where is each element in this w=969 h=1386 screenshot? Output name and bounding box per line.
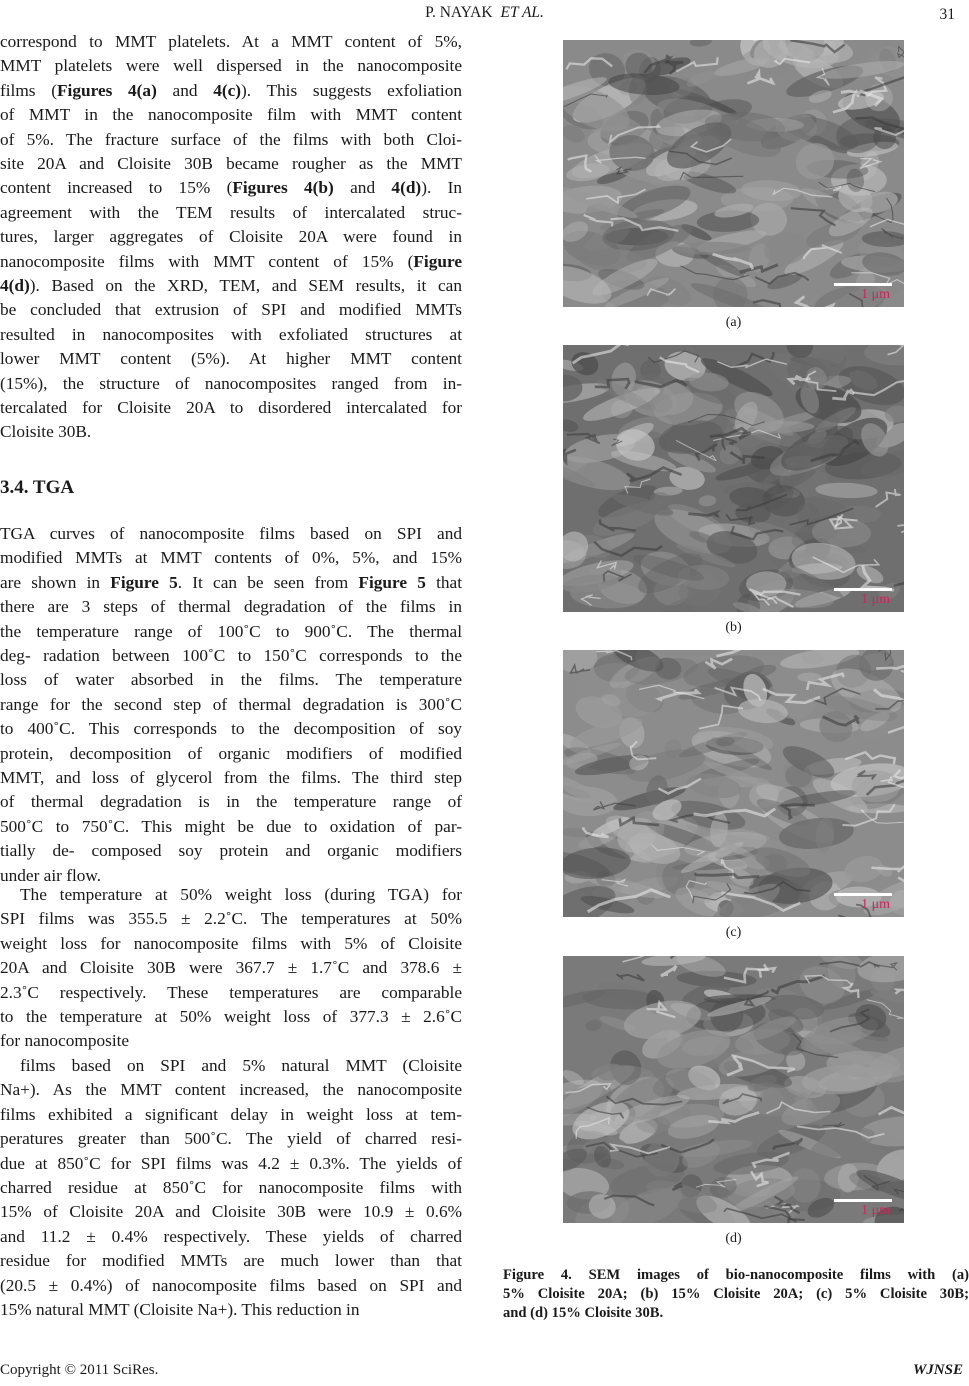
text-line: agreement with the TEM results of intercalated struc- <box>0 202 462 222</box>
text-line: TGA curves of nanocomposite films based on SPI and <box>0 524 462 543</box>
figure-reference: Figure 5 <box>110 572 178 592</box>
page-number: 31 <box>939 6 955 23</box>
text-line: site 20A and Cloisite 30B became rougher as the MMT <box>0 154 462 173</box>
text-line <box>0 250 462 274</box>
sem-image-panel <box>563 345 904 612</box>
text-run: and <box>156 80 214 100</box>
panel-label: (c) <box>725 925 742 940</box>
scale-bar <box>834 283 892 286</box>
text-line: correspond to MMT platelets. At a MMT content of 5%, <box>0 32 462 51</box>
text-line: for nanocomposite <box>0 1031 130 1051</box>
figure-reference: 4(d) <box>391 178 422 198</box>
scale-bar <box>834 1199 892 1202</box>
text-line: modified MMTs at MMT contents of 0%, 5%, and 15% <box>0 548 462 568</box>
text-line: 2.3˚C respectively. These temperatures are comparable <box>0 982 462 1002</box>
text-line: charred residue at 850˚C for nanocomposite films with <box>0 1178 462 1197</box>
caption-line: Figure 4. SEM images of bio-nanocomposite films with (a) <box>503 1267 969 1283</box>
text-line <box>0 79 462 103</box>
text-line: 15% natural MMT (Cloisite Na+). This reduction in <box>0 1300 360 1319</box>
text-run: are shown in <box>0 572 111 592</box>
figure-reference: Figures 4(a) <box>56 80 157 100</box>
text-line: (20.5 ± 0.4%) of nanocomposite films based on SPI and <box>0 1275 462 1295</box>
text-line: protein, decomposition of organic modifiers of modified <box>0 743 462 763</box>
text-run: films ( <box>0 80 57 100</box>
text-line: Na+). As the MMT content increased, the nanocomposite <box>0 1080 462 1100</box>
text-line: MMT, and loss of glycerol from the films. The third step <box>0 768 462 787</box>
running-header <box>0 4 969 22</box>
section-heading-tga: 3.4. TGA <box>0 477 75 498</box>
sem-image-panel <box>563 650 904 917</box>
text-line: tially de- composed soy protein and organic modifiers <box>0 841 462 861</box>
text-line: films exhibited a significant delay in weight loss at tem- <box>0 1104 462 1124</box>
text-line: under air flow. <box>0 865 102 885</box>
footer-journal: WJNSE <box>912 1362 963 1378</box>
scale-bar <box>834 588 892 591</box>
text-run: ). Based on the XRD, TEM, and SEM results, it can <box>29 276 462 295</box>
text-run: content increased to 15% ( <box>0 178 233 198</box>
scale-bar <box>834 893 892 896</box>
text-line: 20A and Cloisite 30B were 367.7 ± 1.7˚C and 378.6 ± <box>0 958 462 978</box>
text-line: MMT platelets were well dispersed in the nanocomposite <box>0 56 462 76</box>
sem-image-panel <box>563 40 904 307</box>
text-run: . It can be seen from <box>177 572 359 592</box>
text-line: films based on SPI and 5% natural MMT (Cloisite <box>20 1056 462 1075</box>
text-line: tures, larger aggregates of Cloisite 20A were found in <box>0 227 462 247</box>
text-line: due at 850˚C for SPI films was 4.2 ± 0.3%. The yields of <box>0 1153 462 1173</box>
figure-reference: 4(d) <box>0 276 30 295</box>
sem-micrograph <box>563 956 904 1223</box>
text-line: of 5%. The fracture surface of the films with both Cloi- <box>0 129 462 149</box>
text-line: SPI films was 355.5 ± 2.2˚C. The temperatures at 50% <box>0 909 462 929</box>
figure-4-caption <box>503 1266 969 1323</box>
text-line: lower MMT content (5%). At higher MMT content <box>0 349 462 369</box>
sem-micrograph <box>563 40 904 307</box>
text-run: and <box>333 178 392 198</box>
text-line <box>0 571 462 595</box>
sem-image-panel <box>563 956 904 1223</box>
text-run: that <box>425 572 463 592</box>
footer-copyright: Copyright © 2011 SciRes. <box>0 1362 159 1378</box>
header-author: P. NAYAK <box>425 4 493 21</box>
text-line <box>0 274 462 298</box>
text-line: of MMT in the nanocomposite film with MMT content <box>0 105 462 125</box>
text-line: peratures greater than 500˚C. The yield of charred resi- <box>0 1129 462 1149</box>
text-line: there are 3 steps of thermal degradation of the films in <box>0 597 462 617</box>
text-line: 15% of Cloisite 20A and Cloisite 30B were 10.9 ± 0.6% <box>0 1202 462 1222</box>
sem-micrograph <box>563 345 904 612</box>
text-line: tercalated for Cloisite 20A to disordered intercalated for <box>0 398 462 417</box>
text-line: (15%), the structure of nanocomposites ranged from in- <box>0 373 462 393</box>
text-line: resulted in nanocomposites with exfoliated structures at <box>0 324 462 344</box>
text-line: residue for modified MMTs are much lower than that <box>0 1251 462 1271</box>
text-line: of thermal degradation is in the temperature range of <box>0 792 462 812</box>
scale-label: 1 μm <box>861 592 890 607</box>
text-line: the temperature range of 100˚C to 900˚C. The thermal <box>0 621 462 641</box>
header-etal: ET AL. <box>500 4 544 21</box>
text-line: The temperature at 50% weight loss (during TGA) for <box>20 885 462 904</box>
text-line: weight loss for nanocomposite films with 5% of Cloisite <box>0 933 462 953</box>
text-line <box>0 176 462 200</box>
text-run: ). This suggests exfoliation <box>241 80 463 100</box>
text-line: 500˚C to 750˚C. This might be due to oxidation of par- <box>0 816 462 836</box>
panel-label: (d) <box>725 1231 742 1246</box>
text-line: to 400˚C. This corresponds to the decomposition of soy <box>0 719 462 739</box>
figure-reference: 4(c) <box>213 80 242 100</box>
text-line: Cloisite 30B. <box>0 422 92 442</box>
text-line: range for the second step of thermal degradation is 300˚C <box>0 694 462 714</box>
text-line: and 11.2 ± 0.4% respectively. These yields of charred <box>0 1226 462 1246</box>
caption-line: and (d) 15% Cloisite 30B. <box>503 1305 664 1321</box>
scale-label: 1 μm <box>861 897 890 912</box>
caption-line: 5% Cloisite 20A; (b) 15% Cloisite 20A; (c) 5% Cloisite 30B; <box>503 1286 969 1302</box>
text-run: nanocomposite films with MMT content of 15% ( <box>0 251 414 271</box>
panel-label: (a) <box>725 315 742 330</box>
sem-micrograph <box>563 650 904 917</box>
text-line: deg- radation between 100˚C to 150˚C corresponds to the <box>0 646 462 665</box>
scale-label: 1 μm <box>861 1203 890 1218</box>
text-run: ). In <box>421 178 462 198</box>
figure-reference: Figures 4(b) <box>232 178 334 198</box>
text-line: loss of water absorbed in the films. The temperature <box>0 670 462 690</box>
text-line: to the temperature at 50% weight loss of 377.3 ± 2.6˚C <box>0 1007 462 1026</box>
panel-label: (b) <box>725 620 742 635</box>
figure-reference: Figure <box>413 251 462 271</box>
scale-label: 1 μm <box>861 287 890 302</box>
text-line: be concluded that extrusion of SPI and modified MMTs <box>0 300 462 320</box>
figure-reference: Figure 5 <box>358 572 426 592</box>
